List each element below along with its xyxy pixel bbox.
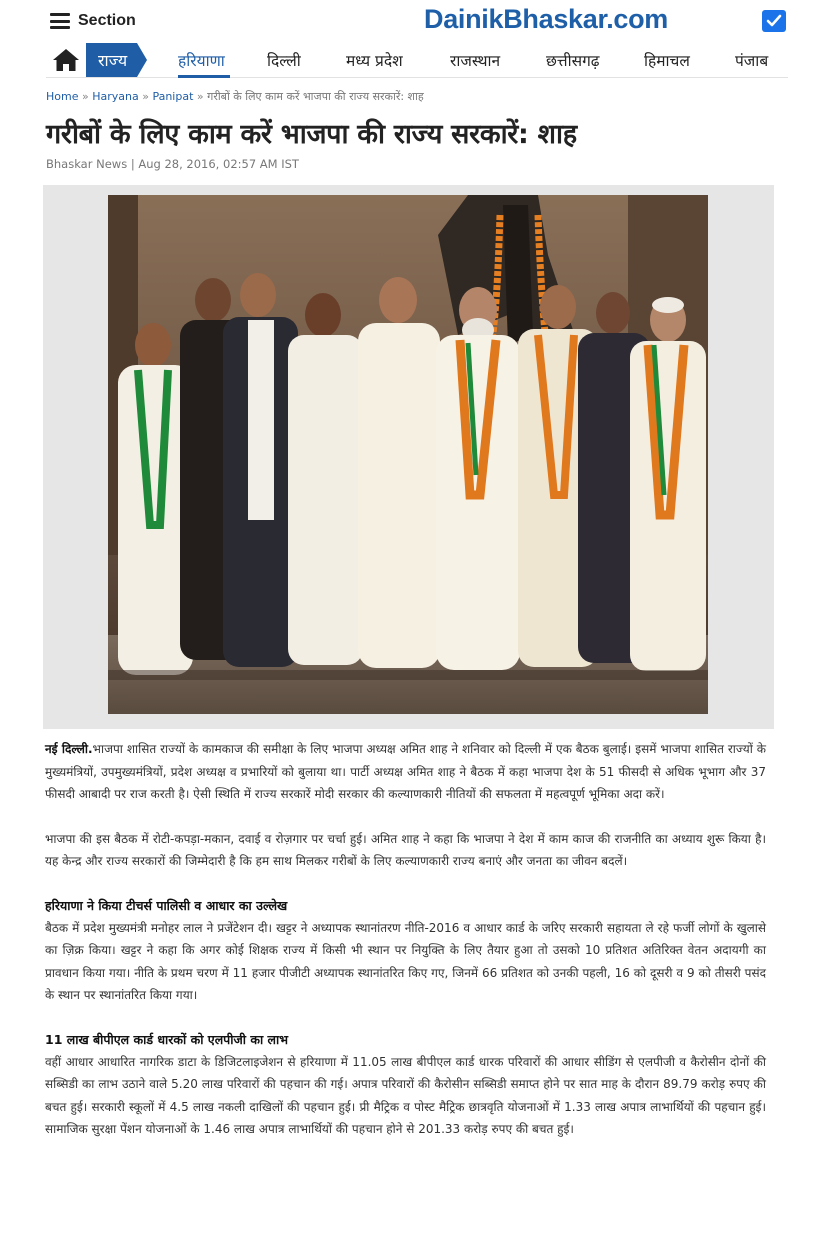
nav-item-rajasthan[interactable]: राजस्थान	[450, 52, 501, 70]
article-title: गरीबों के लिए काम करें भाजपा की राज्य सरकारें: शाह	[46, 119, 577, 150]
state-tag-arrow	[137, 43, 147, 77]
section-paragraph: वहीं आधार आधारित नागरिक डाटा के डिजिटलाइजेशन से हरियाणा में 11.05 लाख बीपीएल कार्ड धारक परिवारों की आधार सीडिंग से एलपीजी व कैरोसीन दोनों की सब्सिडी का लाभ उठाने वाले 5.20 लाख परिवारों की पहचान की गई। अपात्र परिवारों की कैरोसीन सब्सिडी समाप्त होने पर सात माह के दौरान 89.79 करोड़ रुपए की बचत हुई। सरकारी स्कूलों में 4.5 लाख नकली दाखिलों की पहचान हुई। प्री मैट्रिक व पोस्ट मैट्रिक छात्रवृति योजनाओं में 1.33 लाख अपात्र लाभार्थियों की पहचान हुई। सामाजिक सुरक्षा पेंशन योजनाओं के 1.46 लाख अपात्र लाभार्थियों की पहचान होने से 201.33 करोड़ रुपए की बचत हुई।	[45, 1054, 766, 1136]
article-paragraph-text: भाजपा शासित राज्यों के कामकाज की समीक्षा के लिए भाजपा अध्यक्ष अमित शाह ने शनिवार को दिल्ली में एक बैठक बुलाई। इसमें भाजपा शासित राज्यों के मुख्यमंत्रियों, उपमुख्यमंत्रियों, प्रदेश अध्यक्ष व प्रभारियों को बुलाया था। पार्टी अध्यक्ष अमित शाह ने बैठक में कहा भाजपा देश के 51 फीसदी से अधिक भूभाग और 37 फीसदी आबादी पर राज करती है। ऐसी स्थिति में राज्य सरकारें मोदी सरकार की कल्याणकारी नीतियों की सफलता में महत्वपूर्ण भूमिका अदा करें।	[45, 742, 766, 801]
section-paragraph: बैठक में प्रदेश मुख्यमंत्री मनोहर लाल ने प्रजेंटेशन दी। खट्टर ने अध्यापक स्थानांतरण नीति-2016 व आधार कार्ड के जरिए सरकारी सहायता ले रहे फर्जी लोगों के खुलासे का ज़िक्र किया। खट्टर ने कहा कि अगर कोई शिक्षक राज्य में किसी भी स्थान पर नियुक्ति के लिए तैयार हुआ तो उसको 10 प्रतिशत अतिरिक्त वेतन अदायगी का प्रावधान किया गया। नीति के प्रथम चरण में 11 हजार पीजीटी अध्यापक स्थानांतरित किए गए, जिनमें 66 प्रतिशत को उनकी पहली, 16 को दूसरी व 9 को तीसरी पसंद के स्थान पर स्थानांतरित किया गया।	[45, 920, 766, 1002]
state-tag-label[interactable]: राज्य	[86, 43, 137, 77]
nav-item-punjab[interactable]: पंजाब	[735, 52, 769, 70]
breadcrumb	[46, 89, 424, 104]
breadcrumb-separator: »	[142, 90, 149, 103]
section-heading: हरियाणा ने किया टीचर्स पालिसी व आधार का उल्लेख	[45, 897, 288, 913]
nav-item-himachal[interactable]: हिमाचल	[644, 52, 690, 70]
hamburger-icon[interactable]	[50, 13, 70, 29]
site-logo[interactable]: DainikBhaskar.com	[424, 4, 669, 34]
nav-item-haryana[interactable]: हरियाणा	[178, 52, 225, 70]
breadcrumb-haryana[interactable]: Haryana	[92, 90, 139, 103]
article-dateline: नई दिल्ली.	[45, 742, 93, 756]
state-tag[interactable]	[86, 43, 147, 77]
section-heading: 11 लाख बीपीएल कार्ड धारकों को एलपीजी का लाभ	[45, 1031, 289, 1047]
section-menu-label[interactable]: Section	[78, 12, 136, 29]
home-icon[interactable]	[52, 47, 80, 73]
breadcrumb-home[interactable]: Home	[46, 90, 79, 103]
nav-item-madhya-pradesh[interactable]: मध्य प्रदेश	[346, 52, 403, 70]
checkbox-checked-icon[interactable]	[762, 10, 786, 32]
article-body	[45, 738, 766, 1163]
active-nav-underline	[178, 75, 230, 78]
top-bar	[46, 0, 788, 42]
breadcrumb-separator: »	[81, 90, 89, 103]
article-byline: Bhaskar News | Aug 28, 2016, 02:57 AM IST	[46, 157, 299, 171]
breadcrumb-separator: »	[196, 90, 204, 103]
article-paragraph	[45, 738, 766, 806]
article-photo[interactable]	[108, 195, 708, 714]
section-menu-button[interactable]	[50, 9, 136, 33]
breadcrumb-current: गरीबों के लिए काम करें भाजपा की राज्य सरकारें: शाह	[207, 90, 424, 103]
breadcrumb-panipat[interactable]: Panipat	[152, 90, 194, 103]
nav-item-chhattisgarh[interactable]: छत्तीसगढ़	[546, 52, 600, 70]
article-photo-frame	[43, 185, 774, 729]
state-nav-bar	[46, 42, 788, 78]
nav-item-delhi[interactable]: दिल्ली	[267, 52, 301, 70]
article-paragraph: भाजपा की इस बैठक में रोटी-कपड़ा-मकान, दवाई व रोज़गार पर चर्चा हुई। अमित शाह ने कहा कि भाजपा ने देश में काम काज की राजनीति का अध्याय शुरू किया है। यह केन्द्र और राज्य सरकारों की जिम्मेदारी है कि हम साथ मिलकर गरीबों के लिए कल्याणकारी राज्य बनाएं और जनता का जीवन बदलें।	[45, 831, 766, 868]
